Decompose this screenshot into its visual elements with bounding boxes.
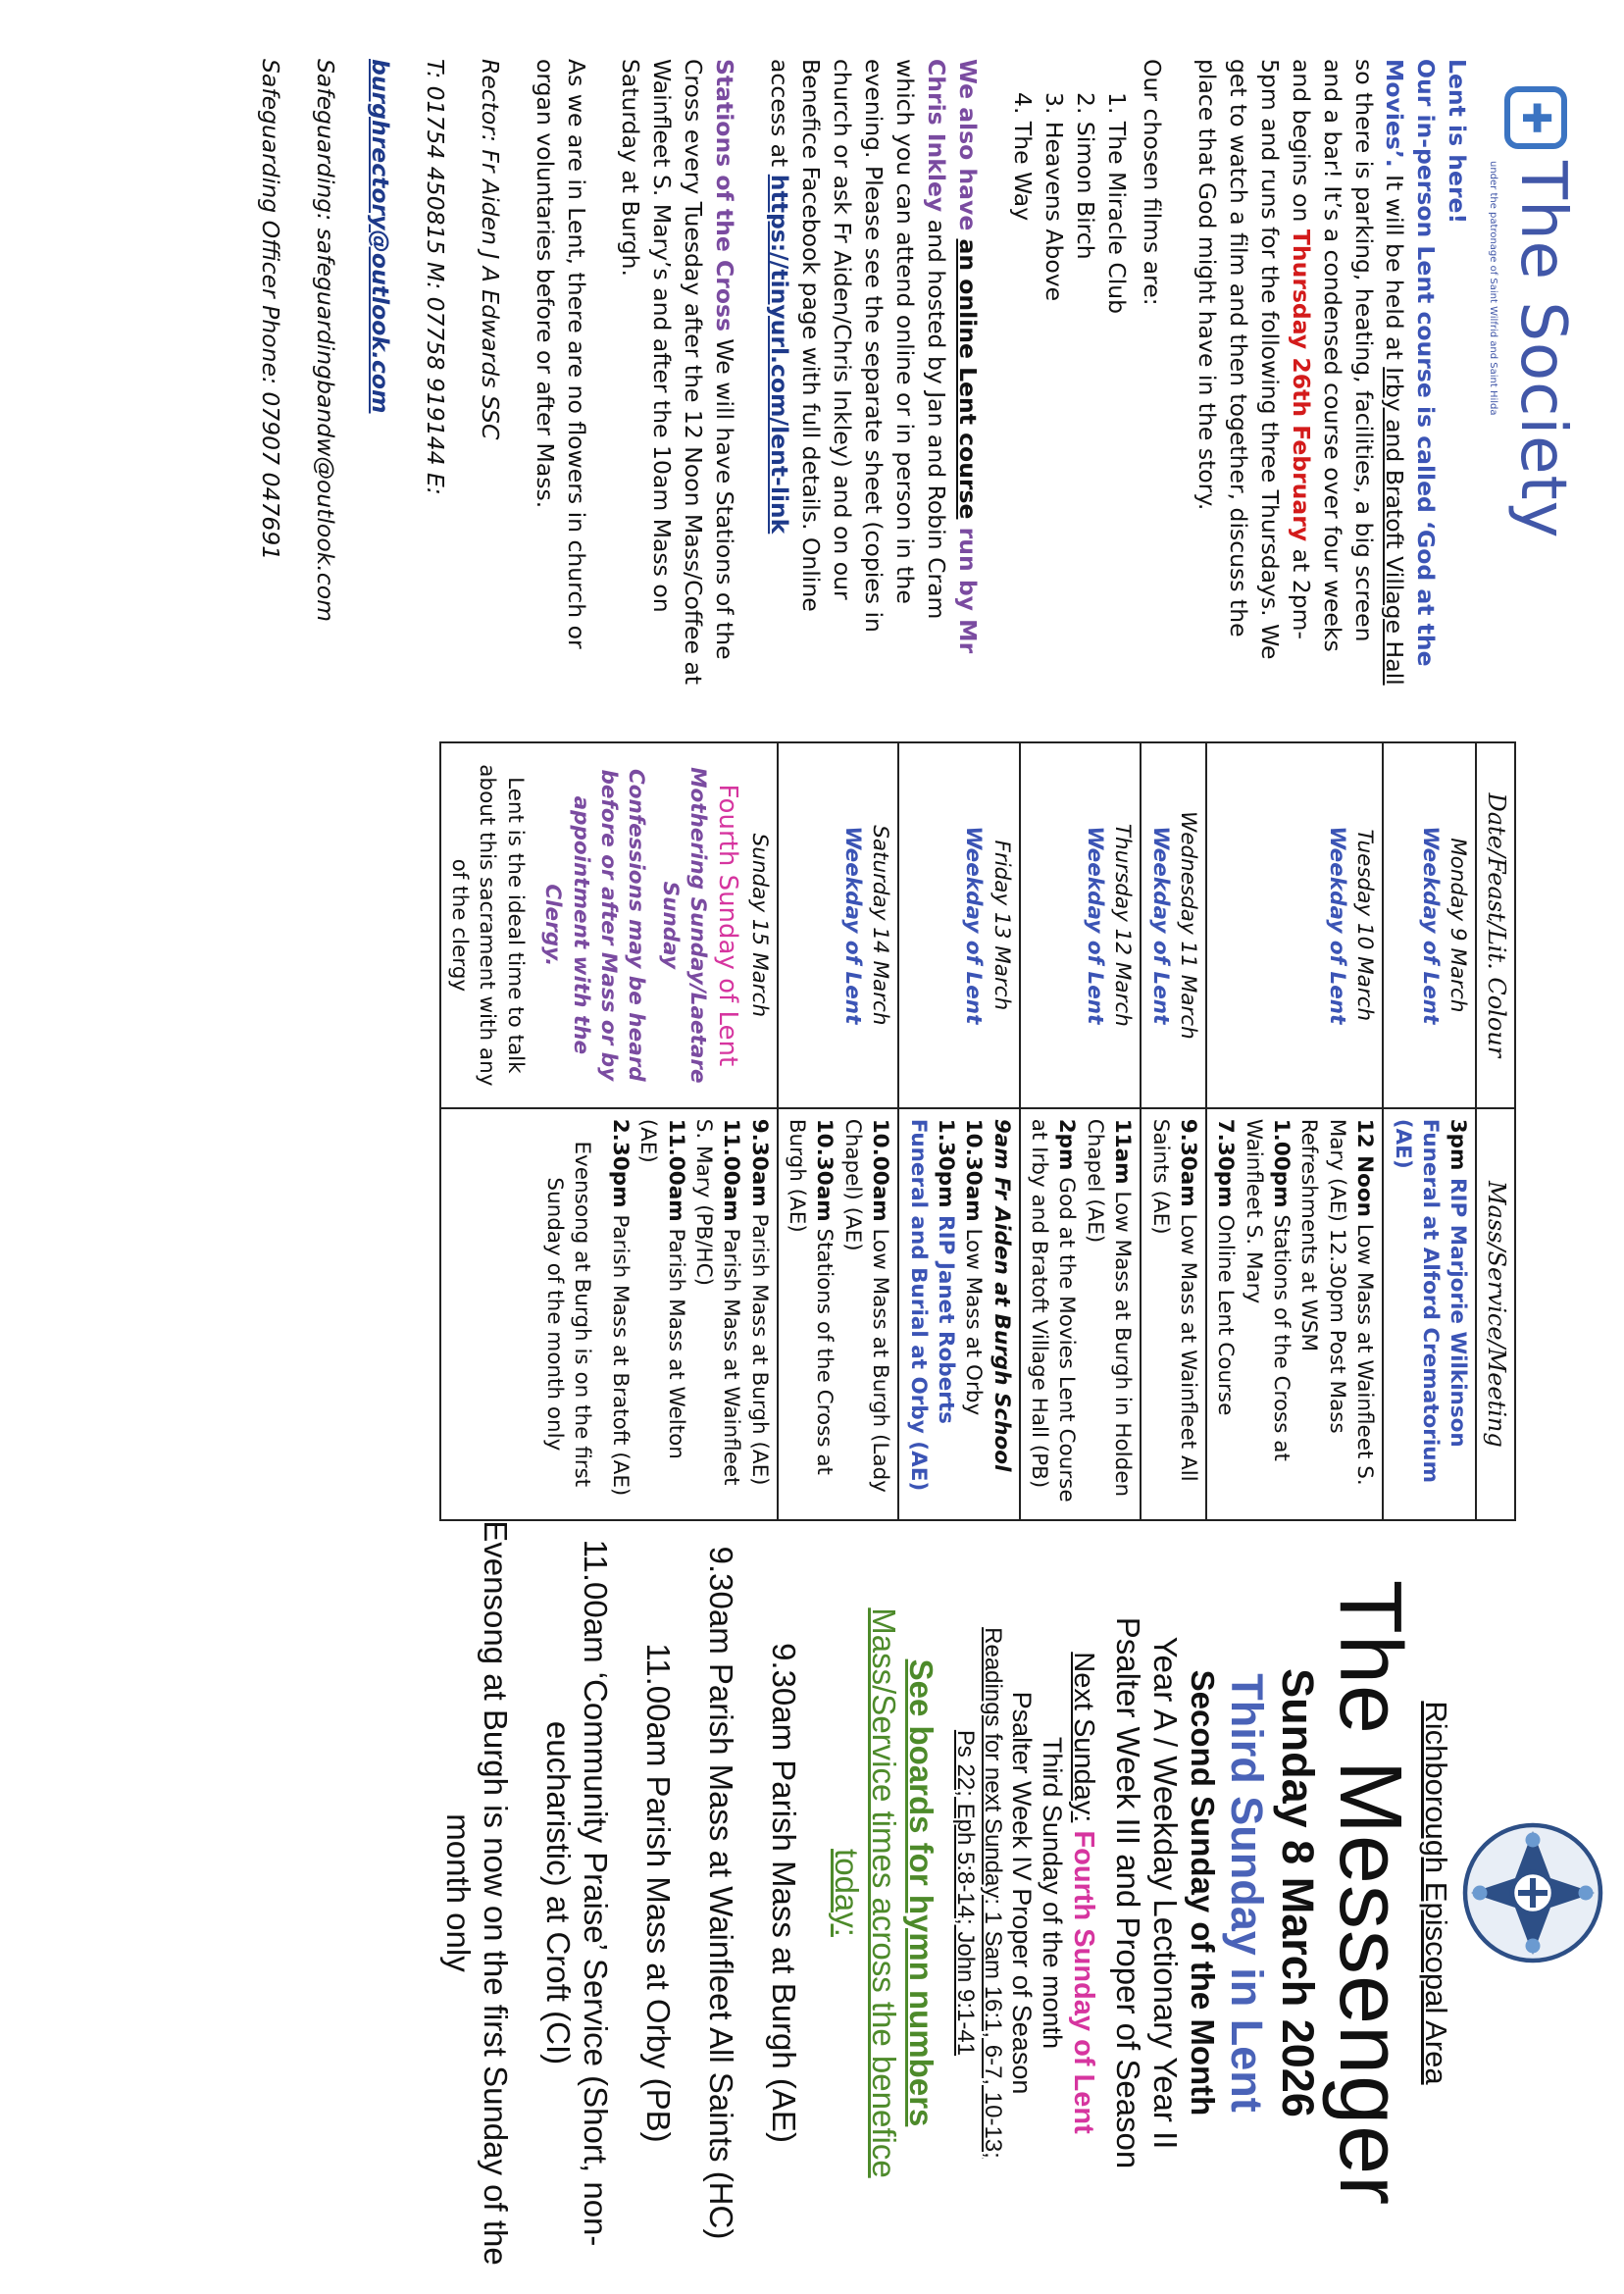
benefice-times-heading: Mass/Service times across the benefice — [866, 1607, 903, 2178]
service-desc: Parish Mass at Welton (AE) — [635, 1118, 688, 1459]
service-desc: RIP Marjorie Wilkinson Funeral at Alford Crematorium (AE) — [1390, 1118, 1471, 1483]
service-desc: Low Mass at Wainfleet All Saints (AE) — [1147, 1118, 1200, 1482]
mass-time: 11.00am ‘Community Praise’ Service (Short, non-eucharistic) at Croft (CI) — [540, 1539, 615, 2247]
service-time: 12 Noon — [1352, 1118, 1378, 1217]
row-feast: Weekday of Lent — [1082, 826, 1107, 1025]
online-course-label: an online Lent course — [954, 238, 983, 520]
date-cell — [1383, 742, 1476, 1108]
services-cell — [1020, 1108, 1142, 1520]
row-feast: Weekday of Lent — [961, 826, 987, 1025]
films-list — [1006, 59, 1132, 687]
service-time: 1.30pm — [933, 1118, 958, 1208]
table-row — [1141, 742, 1206, 1520]
phone-line: T: 01754 450815 M: 07758 919144 E: — [421, 59, 449, 495]
mass-time: 9.30am Parish Mass at Wainfleet All Saints (HC) — [703, 1546, 740, 2240]
row-feast: Weekday of Lent — [1147, 826, 1173, 1025]
mass-time: 9.30am Parish Mass at Burgh (AE) — [766, 1643, 803, 2143]
online-text-1: We also have — [954, 59, 983, 239]
service-desc: Online Lent Course — [1213, 1207, 1239, 1416]
table-row — [1020, 742, 1142, 1520]
stations-heading: Stations of the Cross — [711, 59, 739, 331]
row-date: Tuesday 10 March — [1352, 829, 1378, 1022]
service-desc: Low Mass at Burgh (Lady Chapel) (AE) — [839, 1118, 893, 1493]
row-feast: Weekday of Lent — [1324, 826, 1349, 1025]
flowers-paragraph: As we are in Lent, there are no flowers in church or organ voluntaries before or after Mass. — [531, 59, 590, 649]
header-services: Mass/Service/Meeting — [1476, 1108, 1515, 1520]
sunday-of-month: Second Sunday of the Month — [1185, 1669, 1222, 2116]
service-time: 10.00am — [868, 1118, 893, 1222]
service-time: 3pm — [1446, 1118, 1471, 1171]
table-row — [1206, 742, 1383, 1520]
course-venue: Irby and Bratoft Village Hall — [1381, 367, 1409, 686]
sacrament-note: Lent is the ideal time to talk about this sacrament with any of the clergy — [447, 764, 528, 1087]
stations-paragraph — [615, 59, 740, 687]
society-square-icon: ✚ — [1504, 86, 1567, 149]
next-sunday-of-month: Third Sunday of the month — [1038, 1736, 1068, 2050]
course-start-date: Thursday 26th February — [1287, 229, 1315, 542]
next-sunday-label: Next Sunday: — [1068, 1652, 1100, 1823]
service-desc: Low Mass at Orby — [961, 1221, 987, 1416]
masthead-column — [440, 1515, 1607, 2270]
service-desc: Parish Mass at Bratoft (AE) — [607, 1207, 633, 1497]
episcopal-cross-crest-icon — [1459, 1819, 1606, 1966]
films-intro: Our chosen films are: — [1138, 59, 1166, 306]
row-date: Thursday 12 March — [1110, 823, 1136, 1027]
stations-text: We will have Stations of the Cross every Tuesday after the 12 Noon Mass/Coffee at Wainfleet S. Mary’s and after the 10am Mass on Saturday at Burgh. — [617, 59, 739, 686]
service-desc: Low Mass at Wainfleet S. Mary (AE) 12.30pm Post Mass Refreshments at WSM — [1296, 1118, 1378, 1486]
row-feast: Weekday of Lent — [1417, 826, 1443, 1025]
service-time: 10.30am — [961, 1118, 987, 1222]
date-cell — [1141, 742, 1206, 1108]
service-time: 10.30am — [812, 1118, 837, 1222]
date-cell — [778, 742, 899, 1108]
rector-line: Rector: Fr Aiden J A Edwards SSC — [476, 59, 504, 440]
service-desc: Low Mass at Burgh in Holden Chapel (AE) — [1082, 1118, 1136, 1498]
liturgical-sunday: Third Sunday in Lent — [1222, 1673, 1273, 2113]
course-text-3: at 2pm-5pm and runs for the following three Thursdays. We get to watch a film and then together, discuss the place that God might have in the story. — [1193, 59, 1315, 660]
evensong-note: Evensong at Burgh is on the first Sunday of the month only — [542, 1141, 595, 1488]
psalter-week: Psalter Week III and Proper of Season — [1110, 1616, 1147, 2169]
society-logo — [1486, 86, 1585, 687]
lent-course-column — [230, 59, 1585, 687]
service-desc: Stations of the Cross at Wainfleet S. Mary — [1241, 1118, 1294, 1461]
course-text-2: so there is parking, heating, facilities, a big screen and a bar! It’s a condensed course over four weeks and begins on — [1287, 59, 1378, 652]
services-cell — [1206, 1108, 1383, 1520]
course-intro: Our in-person Lent course is called ‘God at the Movies’. — [1381, 59, 1441, 667]
date-cell — [440, 742, 778, 1108]
service-time: 7.30pm — [1213, 1118, 1239, 1208]
online-text-4: and hosted by Jan and Robin Cram which you can attend online or in person in the evening. Please see the separate sheet (copies in church or ask Fr Aiden/Chris Inkley) and on our Benefice Facebook page with full details. Online access at — [766, 59, 951, 633]
weekly-schedule-table — [439, 741, 1516, 1521]
row-date: Saturday 14 March — [868, 825, 893, 1026]
date-cell — [898, 742, 1020, 1108]
row-date: Friday 13 March — [989, 840, 1014, 1011]
lectionary-year: Year A / Weekday Lectionary Year II — [1147, 1636, 1185, 2150]
rector-email[interactable]: burghrectory@outlook.com — [366, 59, 394, 414]
service-time: 2pm — [1054, 1118, 1080, 1171]
lent-heading: Lent is here! — [1444, 59, 1472, 225]
service-desc: Parish Mass at Wainfleet S. Mary (PB/HC) — [690, 1118, 744, 1486]
service-desc: Stations of the Cross at Burgh (AE) — [785, 1118, 837, 1475]
society-name: The Society — [1506, 161, 1579, 539]
online-course-leader: run by Mr Chris Inkley — [923, 59, 983, 654]
film-item: 4. The Way — [1008, 92, 1037, 222]
table-row — [898, 742, 1020, 1520]
hymn-boards-note: See boards for hymn numbers — [903, 1658, 940, 2127]
service-time: 2.30pm — [607, 1118, 633, 1208]
online-course-link[interactable]: https://tinyurl.com/lent-link — [766, 174, 794, 535]
safeguarding-line: Safeguarding: safeguardingbandw@outlook.com — [311, 59, 339, 622]
film-item: 2. Simon Birch — [1071, 92, 1099, 260]
service-desc: Parish Mass at Burgh (AE) — [746, 1206, 772, 1486]
confessions-note: Confessions may be heard before or after Mass or by appointment with the Clergy. — [540, 768, 649, 1082]
service-time: 11am — [1110, 1118, 1136, 1185]
service-time: 9.30am — [1175, 1118, 1200, 1207]
readings-line-2: Ps 22; Eph 5:8-14; John 9:1-41 — [952, 1729, 980, 2057]
film-item: 3. Heavens Above — [1040, 92, 1068, 302]
table-row — [440, 742, 778, 1520]
online-course-paragraph — [763, 59, 983, 687]
services-cell — [440, 1108, 778, 1520]
film-item: 1. The Miracle Club — [1102, 92, 1131, 315]
readings-line-1: Readings for next Sunday: 1 Sam 16:1, 6-7, 10-13; — [980, 1627, 1007, 2159]
next-sunday — [1068, 1515, 1100, 2270]
today-label: today: — [829, 1849, 866, 1937]
header-date: Date/Feast/Lit. Colour — [1476, 742, 1515, 1108]
course-text-1: It will be held at — [1381, 167, 1409, 368]
date-cell — [1206, 742, 1383, 1108]
next-psalter-week: Psalter Week IV Proper of Season — [1007, 1691, 1038, 2095]
services-cell — [778, 1108, 899, 1520]
lent-course-paragraph — [1191, 59, 1473, 687]
service-time: 1.00pm — [1269, 1118, 1294, 1208]
table-row — [1383, 742, 1476, 1520]
issue-date: Sunday 8 March 2026 — [1273, 1668, 1324, 2117]
row-feast-big: Fourth Sunday of Lent — [713, 784, 743, 1067]
table-header-row — [1476, 742, 1515, 1520]
service-desc: God at the Movies Lent Course at Irby and Bratoft Village Hall (PB) — [1027, 1118, 1080, 1503]
date-cell — [1020, 742, 1142, 1108]
newsletter-title: The Messenger — [1321, 1579, 1419, 2207]
service-desc: RIP Janet Roberts Funeral and Burial at Orby (AE) — [905, 1118, 958, 1492]
service-time: 11.00am — [663, 1118, 688, 1222]
services-cell — [1383, 1108, 1476, 1520]
row-feast: Weekday of Lent — [839, 826, 865, 1025]
row-date: Wednesday 11 March — [1175, 810, 1200, 1040]
services-cell — [898, 1108, 1020, 1520]
mothering-sunday-label: Mothering Sunday/Laetare Sunday — [657, 767, 711, 1084]
row-date: Sunday 15 March — [746, 833, 772, 1018]
next-sunday-value: Fourth Sunday of Lent — [1068, 1822, 1100, 2134]
mass-time: 11.00am Parish Mass at Orby (PB) — [640, 1643, 678, 2143]
society-tagline: under the patronage of Saint Wilfrid and Saint Hilda — [1487, 161, 1498, 416]
evensong-notice: Evensong at Burgh is now on the first Sunday of the month only — [440, 1520, 515, 2266]
service-time: 9am Fr Aiden at Burgh School — [989, 1118, 1014, 1472]
table-row — [778, 742, 899, 1520]
service-time: 11.00am — [719, 1118, 744, 1222]
row-date: Monday 9 March — [1446, 838, 1471, 1013]
service-time: 9.30am — [746, 1118, 772, 1207]
services-cell — [1141, 1108, 1206, 1520]
safeguarding-phone: Safeguarding Officer Phone: 07907 047691 — [256, 59, 284, 561]
episcopal-area: Richborough Episcopal Area — [1419, 1701, 1453, 2085]
